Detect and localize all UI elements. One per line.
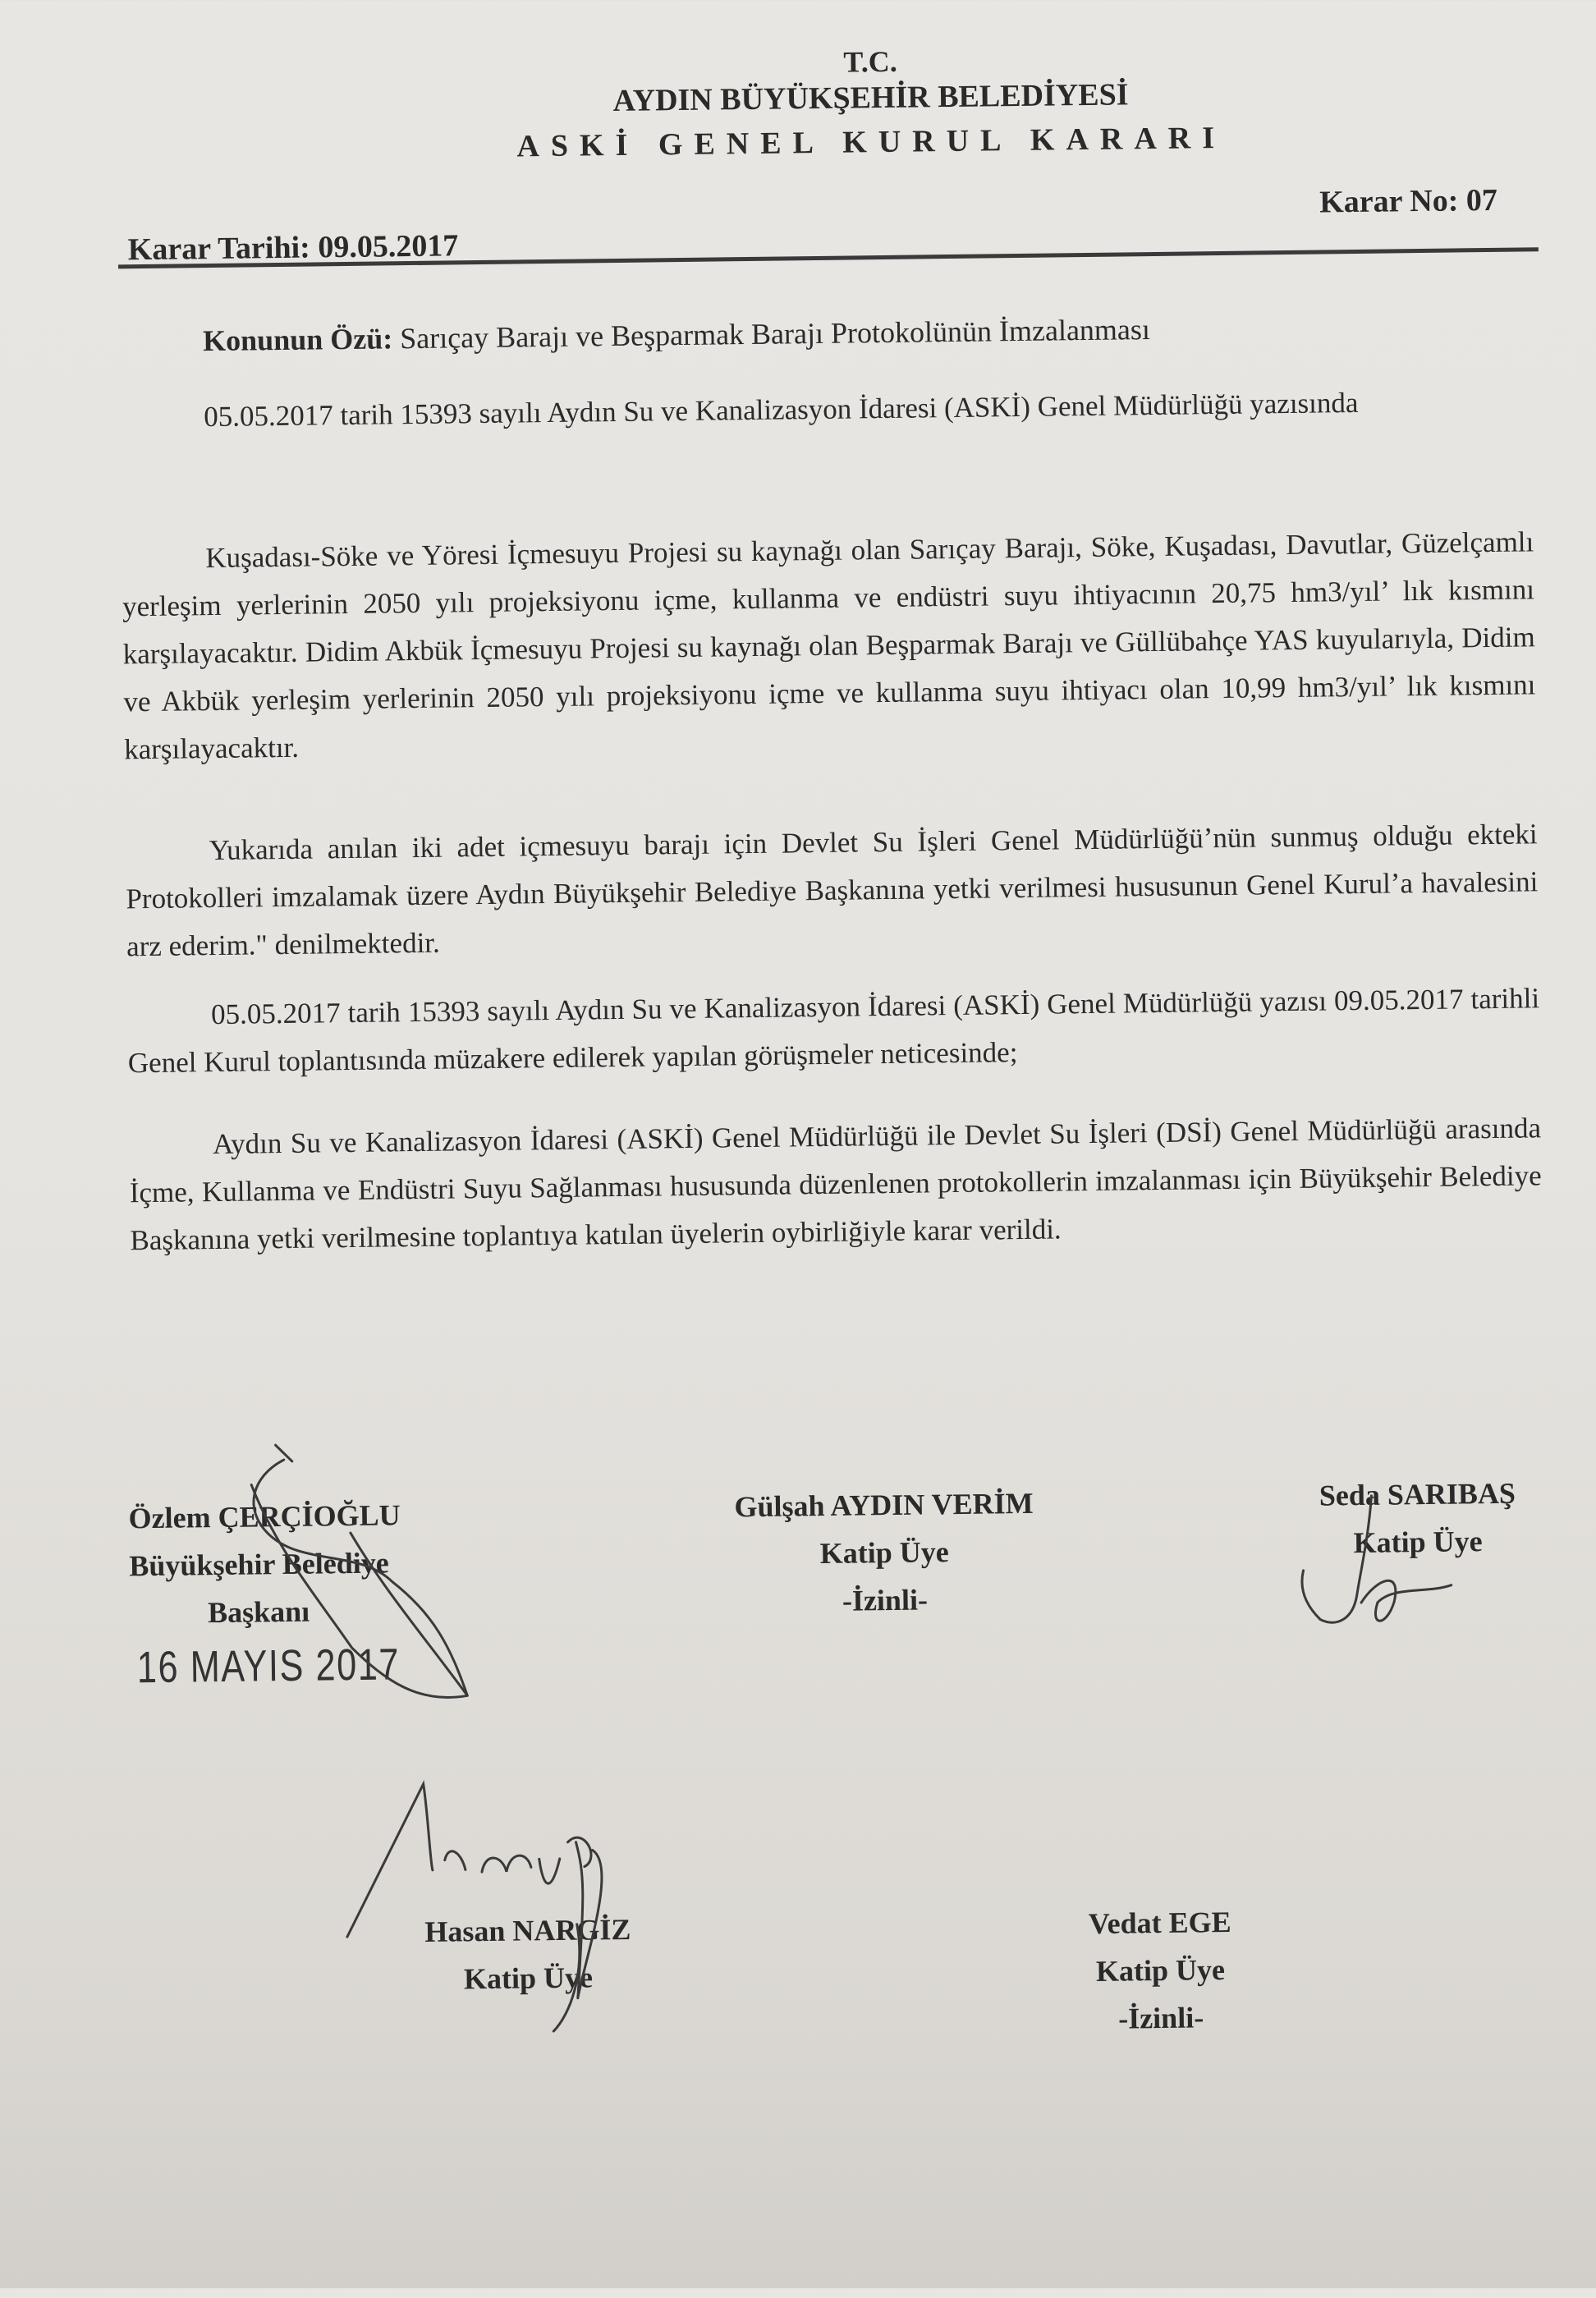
date-stamp: 16 MAYIS 2017 (136, 1640, 401, 1693)
subject-label: Konunun Özü: (202, 322, 393, 358)
subject-text: Sarıçay Barajı ve Beşparmak Barajı Protokolünün İmzalanması (399, 313, 1151, 355)
signatory-title: -İzinli- (842, 1583, 929, 1617)
header-decision-title: ASKİ GENEL KURUL KARARI (516, 120, 1227, 164)
header-tc: T.C. (843, 44, 897, 79)
decision-date-label: Karar Tarihi: (127, 230, 311, 268)
paragraph-text: Kuşadası-Söke ve Yöresi İçmesuyu Projesi su kaynağı olan Sarıçay Barajı, Söke, Kuşadası, Davutlar, Güzelçamlı yerleşim yerlerinin 2050 yılı projeksiyonu içme, kullanma ve endüstri suyu ihtiyacının 20,75 hm3/yıl’ lık kısmını karşılayacaktır. Didim Akbük İçmesuyu Projesi su kaynağı olan Beşparmak Barajı ve Güllübahçe YAS kuyularıyla, Didim ve Akbük yerleşim yerlerinin 2050 yılı projeksiyonu içme ve kullanma suyu ihtiyacı olan 10,99 hm3/yıl’ lık kısmını karşılayacaktır. (122, 525, 1536, 766)
signatory-title: Katip Üye (463, 1961, 594, 1996)
signatory-name: Seda SARIBAŞ (1319, 1476, 1516, 1512)
paragraph-text: Aydın Su ve Kanalizasyon İdaresi (ASKİ) Genel Müdürlüğü ile Devlet Su İşleri (DSİ) Genel Müdürlüğü arasında İçme, Kullanma ve Endüstri Suyu Sağlanması hususunda düzenlenen protokollerin imzalanması için Büyükşehir Belediye Başkanına yetki verilmesine toplantıya katılan üyelerin oybirliğiyle karar verildi. (129, 1112, 1542, 1257)
paragraph-text: 05.05.2017 tarih 15393 sayılı Aydın Su ve Kanalizasyon İdaresi (ASKİ) Genel Müdürlüğü yazısı 09.05.2017 tarihli Genel Kurul toplantısında müzakere edilerek yapılan görüşmeler neticesinde; (127, 982, 1540, 1080)
decision-date-value: 09.05.2017 (318, 228, 459, 265)
paragraph-text: Yukarıda anılan iki adet içmesuyu barajı için Devlet Su İşleri Genel Müdürlüğü’nün sunmuş olduğu ekteki Protokolleri imzalamak üzere Aydın Büyükşehir Belediye Başkanına yetki verilmesi hususunun Genel Kurul’a havalesini arz ederim." denilmektedir. (126, 818, 1539, 963)
signature-hasan (346, 1782, 604, 2034)
signatory-name: Vedat EGE (1088, 1905, 1231, 1941)
decision-number-label: Karar No: (1319, 183, 1459, 220)
paragraph-text: 05.05.2017 tarih 15393 sayılı Aydın Su ve Kanalizasyon İdaresi (ASKİ) Genel Müdürlüğü yazısında (204, 386, 1359, 433)
signatory-title: Katip Üye (1353, 1525, 1483, 1560)
signatory-name: Hasan NARGİZ (424, 1912, 631, 1948)
signatory-title: Başkanı (207, 1594, 310, 1630)
signatory-title: Katip Üye (1095, 1953, 1226, 1988)
signature-mayor (251, 1443, 468, 1699)
decision-number-value: 07 (1465, 182, 1498, 218)
signatory-name: Gülşah AYDIN VERİM (734, 1486, 1034, 1524)
signatory-title: Büyükşehir Belediye (129, 1546, 389, 1583)
signature-seda (1301, 1495, 1452, 1623)
signatory-title: Katip Üye (819, 1535, 949, 1571)
signatory-name: Özlem ÇERÇİOĞLU (128, 1498, 401, 1535)
signatory-title: -İzinli- (1117, 2001, 1204, 2035)
header-municipality: AYDIN BÜYÜKŞEHİR BELEDİYESİ (612, 77, 1129, 119)
